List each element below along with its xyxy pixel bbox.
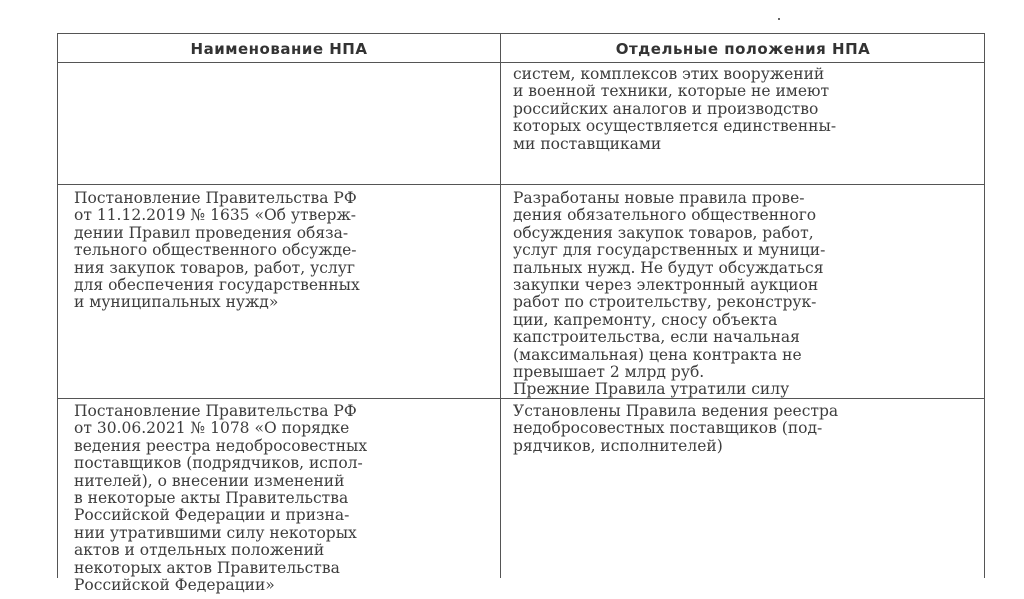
header-npa-name: Наименование НПА — [190, 40, 368, 58]
stray-dot — [778, 18, 780, 20]
row-npa-provisions: систем, комплексов этих вооружений и военной техники, которые не имеют российских аналогов и производство которых осуществляется единственны- ми поставщиками — [513, 65, 837, 153]
table-header — [58, 34, 984, 63]
row-npa-name: Постановление Правительства РФ от 11.12.2019 № 1635 «Об утверж- дении Правил проведения обяза- тельного общественного обсужде- ния закупок товаров, работ, услуг для обеспечения государственных и муниципальных нужд» — [74, 189, 360, 312]
row-npa-provisions: Установлены Правила ведения реестра недобросовестных поставщиков (под- рядчиков, исполнителей) — [513, 402, 839, 455]
npa-table — [57, 33, 985, 595]
table-row — [58, 399, 984, 599]
table-row — [58, 185, 984, 399]
row-npa-provisions: Разработаны новые правила прове- дения обязательного общественного обсуждения закупок товаров, работ, услуг для государственных и муници- пальных нужд. Не будут обсуждаться закупки через электронный аукцион работ по строительству, реконструк- ции, капремонту, сносу объекта капстроительства, если начальная (максимальная) цена контракта не превышает 2 млрд руб. Прежние Правила утратили силу — [513, 189, 826, 399]
table-row — [58, 63, 984, 185]
header-npa-provisions: Отдельные положения НПА — [615, 40, 871, 58]
row-npa-name: Постановление Правительства РФ от 30.06.2021 № 1078 «О порядке ведения реестра недобросовестных поставщиков (подрядчиков, испол- нителей), о внесении изменений в некоторые акты Правительства Российской Федерации и призна- нии утратившими силу некоторых актов и отдельных положений некоторых актов Правительства Российской Федерации» — [74, 402, 368, 595]
